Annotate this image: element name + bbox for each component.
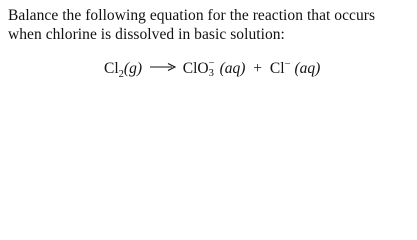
chemical-equation <box>104 59 320 79</box>
product-chlorate <box>183 60 246 77</box>
product1-charge-and-subscript <box>208 58 216 79</box>
reactant-element: Cl <box>104 60 119 77</box>
plus-sign: + <box>253 60 263 77</box>
product-chloride <box>270 60 320 77</box>
problem-statement <box>8 6 410 44</box>
product2-state: (aq) <box>294 60 321 77</box>
prompt-text: Balance the following equation for the reaction that occurs when chlorine is dissolved in basic solution: <box>8 7 376 43</box>
product2-superscript: − <box>284 59 291 70</box>
product2-formula: Cl <box>269 60 285 77</box>
reactant-state: (g) <box>123 60 142 77</box>
product1-superscript: − <box>208 58 215 69</box>
product1-formula: ClO <box>182 60 209 77</box>
long-right-arrow-icon <box>150 58 176 78</box>
reactant-chlorine <box>104 60 142 80</box>
product1-subscript: 3 <box>208 68 214 79</box>
product1-state: (aq) <box>219 60 246 77</box>
reactant-subscript: 2 <box>118 69 124 80</box>
